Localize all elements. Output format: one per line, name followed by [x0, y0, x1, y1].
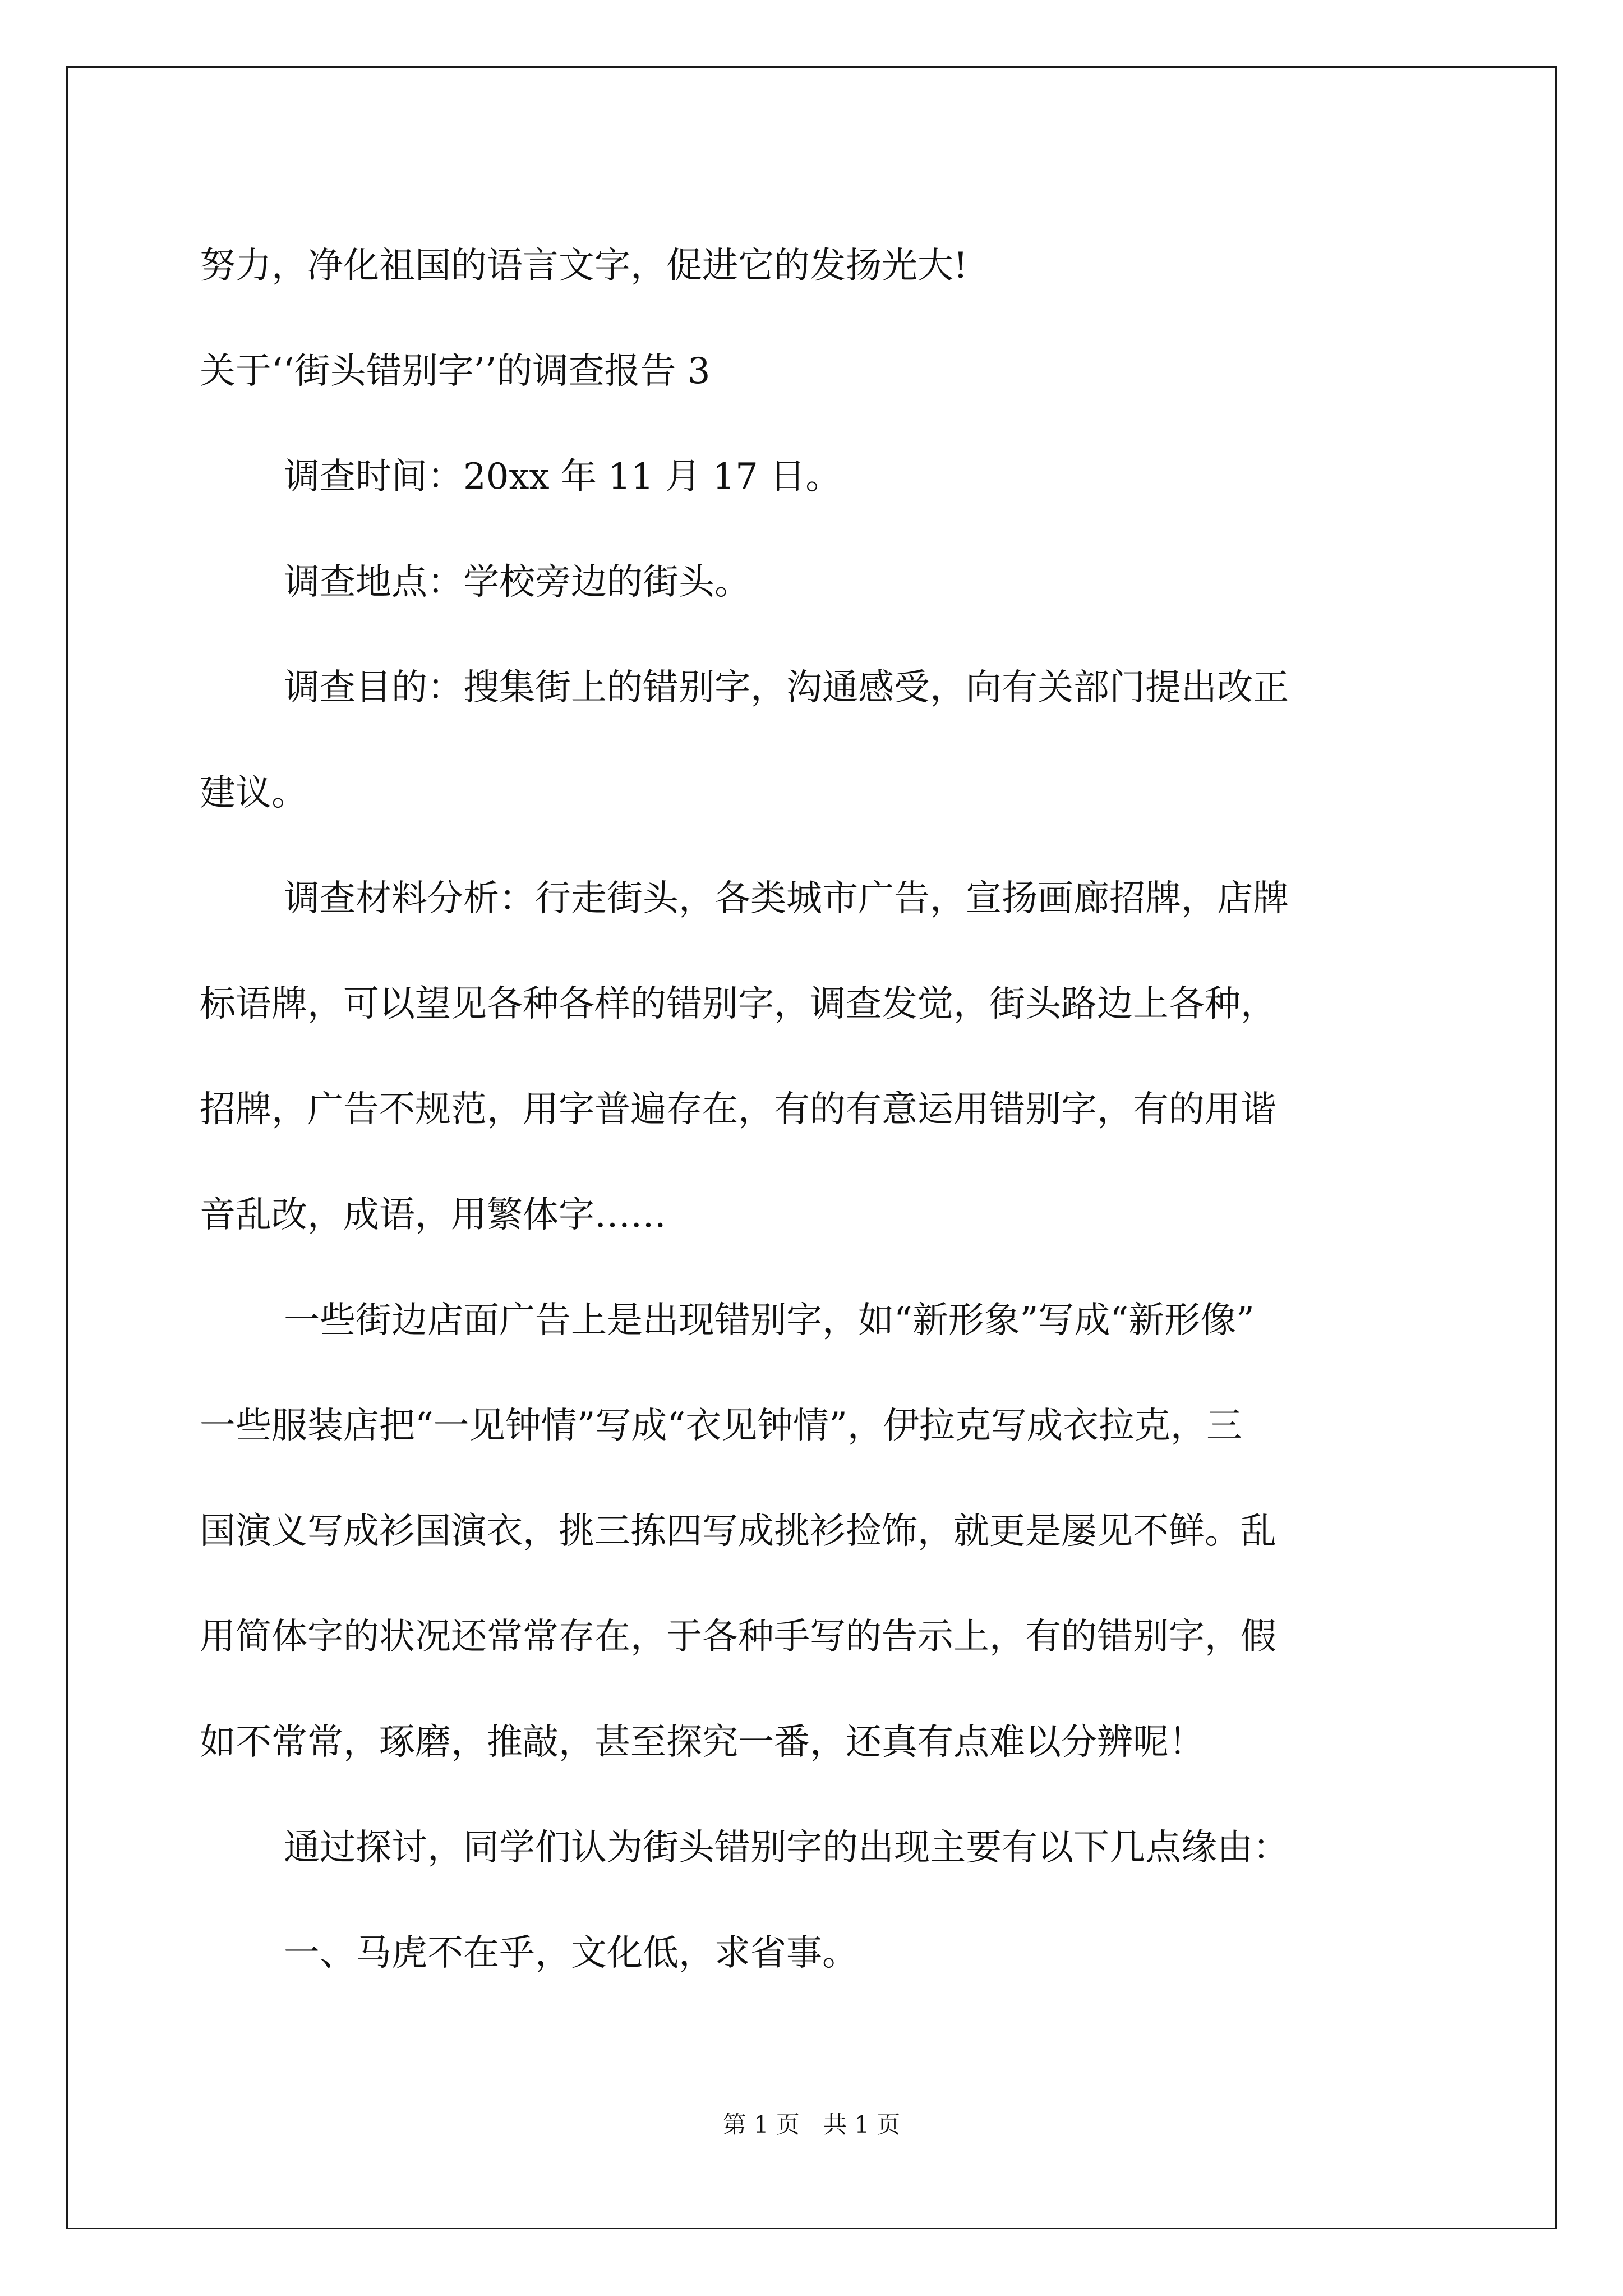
- page-footer: [0, 2108, 1623, 2142]
- text-line: 努力，净化祖国的语言文字，促进它的发扬光大!: [200, 245, 968, 287]
- page-number: 第 1 页: [722, 2111, 800, 2138]
- page-total: 共 1 页: [823, 2111, 901, 2138]
- material-analysis: 调查材料分析：行走街头，各类城市广告，宣扬画廊招牌，店牌: [284, 878, 1289, 919]
- text-line: 音乱改，成语，用繁体字……: [200, 1194, 666, 1236]
- survey-time: 调查时间：20xx 年 11 月 17 日。: [284, 456, 842, 498]
- text-line: 如不常常，琢磨，推敲，甚至探究一番，还真有点难以分辨呢！: [200, 1722, 1205, 1763]
- report-title: 关于‘‘街头错别字’’的调查报告 3: [200, 351, 711, 392]
- examples-paragraph: 一些街边店面广告上是出现错别字，如“新形象”写成“新形像”: [284, 1300, 1255, 1341]
- survey-location: 调查地点：学校旁边的街头。: [284, 562, 750, 603]
- reasons-intro: 通过探讨，同学们认为街头错别字的出现主要有以下几点缘由：: [284, 1827, 1289, 1869]
- document-body: [200, 213, 1433, 2006]
- text-line: 一些服装店把“一见钟情”写成“衣见钟情”，伊拉克写成衣拉克，三: [200, 1405, 1242, 1447]
- reason-one: 一、马虎不在乎，文化低，求省事。: [284, 1932, 858, 1974]
- text-line: 用简体字的状况还常常存在，于各种手写的告示上，有的错别字，假: [200, 1616, 1276, 1658]
- text-line: 建议。: [200, 772, 307, 814]
- text-line: 标语牌，可以望见各种各样的错别字，调查发觉，街头路边上各种，: [200, 983, 1276, 1025]
- text-line: 招牌，广告不规范，用字普遍存在，有的有意运用错别字，有的用谐: [200, 1089, 1276, 1130]
- text-line: 国演义写成衫国演衣，挑三拣四写成挑衫捡饰，就更是屡见不鲜。乱: [200, 1511, 1276, 1552]
- survey-purpose: 调查目的：搜集街上的错别字，沟通感受，向有关部门提出改正: [284, 667, 1289, 708]
